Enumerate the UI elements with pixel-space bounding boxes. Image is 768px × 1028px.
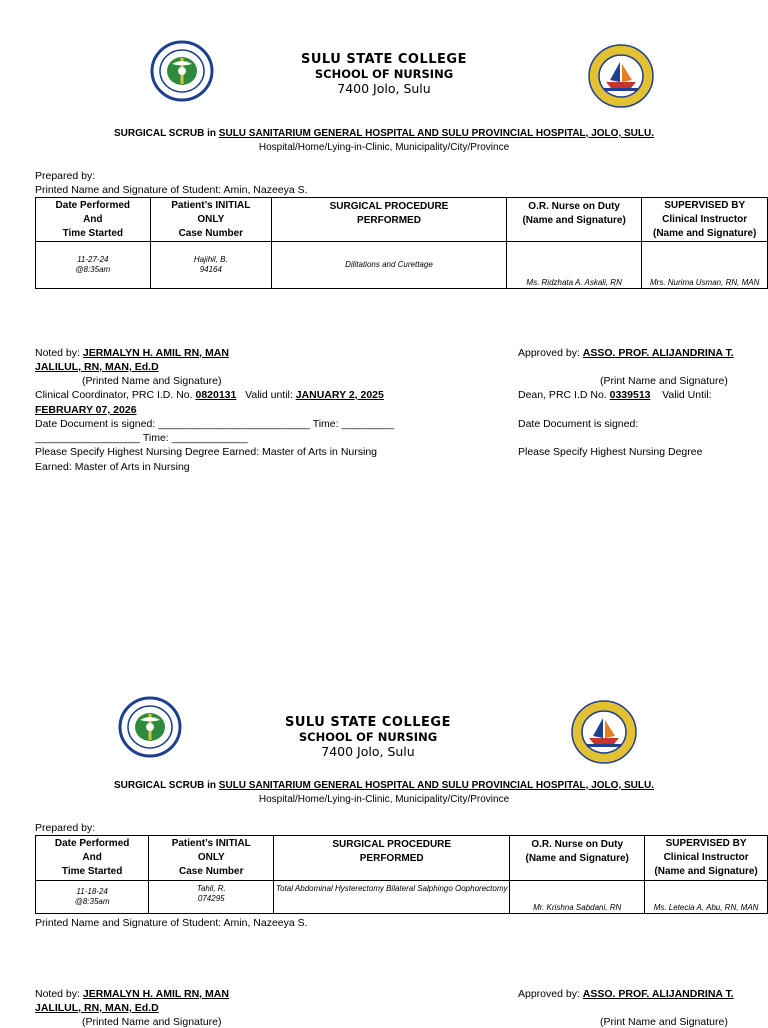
scrub-prefix: SURGICAL SCRUB in: [113, 128, 219, 139]
scrub-record-table: [35, 197, 768, 289]
cell-date: 11-18-24 @8:35am: [36, 881, 149, 914]
coord-prc: 0820131: [195, 389, 237, 401]
printed-sig-label: (Printed Name and Signature): [82, 1016, 222, 1028]
scrub-place: SULU SANITARIUM GENERAL HOSPITAL AND SULU PROVINCIAL HOSPITAL, JOLO, SULU.: [218, 128, 655, 139]
approved-by-line: Approved by: ASSO. PROF. ALIJANDRINA T.: [518, 347, 734, 359]
col-date: Date Performed And Time Started: [36, 198, 151, 242]
department-name: SCHOOL OF NURSING: [298, 730, 438, 744]
prepared-by-label: Prepared by:: [35, 822, 96, 834]
col-procedure: SURGICAL PROCEDURE PERFORMED: [274, 836, 510, 881]
noted-by-line: Noted by: JERMALYN H. AMIL RN, MAN: [35, 347, 229, 359]
coordinator-line: Clinical Coordinator, PRC I.D. No. 0820131 Valid until: JANUARY 2, 2025: [35, 389, 384, 401]
school-name: SULU STATE COLLEGE: [301, 52, 467, 67]
cell-supervisor: Mrs. Nurima Usman, RN, MAN: [642, 242, 768, 289]
student-name: Printed Name and Signature of Student: Amin, Nazeeya S.: [35, 917, 308, 929]
coord-valid-cont: FEBRUARY 07, 2026: [35, 404, 137, 416]
prepared-by-label: Prepared by:: [35, 170, 96, 182]
table-header-row: [36, 836, 768, 881]
col-patient: Patient’s INITIAL ONLY Case Number: [149, 836, 274, 881]
dean-line: Dean, PRC I.D No. 0339513 Valid Until:: [518, 389, 712, 401]
school-name: SULU STATE COLLEGE: [285, 715, 451, 730]
table-row: [36, 881, 768, 914]
surgical-scrub-line: SURGICAL SCRUB in SULU SANITARIUM GENERAL HOSPITAL AND SULU PROVINCIAL HOSPITAL, JOLO, SULU.: [113, 780, 655, 791]
date-signed-left: Date Document is signed: __________________________ Time: _________: [35, 418, 395, 430]
degree-right: Please Specify Highest Nursing Degree: [518, 446, 703, 458]
report-page-1: [0, 0, 768, 480]
col-nurse: O.R. Nurse on Duty (Name and Signature): [506, 198, 641, 242]
col-procedure: SURGICAL PROCEDURE PERFORMED: [272, 198, 507, 242]
cell-nurse: Mr. Krishna Sabdani, RN: [510, 881, 645, 914]
noted-by-name: JERMALYN H. AMIL RN, MAN: [82, 347, 229, 359]
noted-by-name-cont: JALILUL, RN, MAN, Ed.D: [35, 1002, 159, 1014]
date-signed-left-cont: __________________ Time: _____________: [35, 432, 248, 444]
col-supervised: SUPERVISED BY Clinical Instructor (Name and Signature): [642, 198, 768, 242]
cell-date: 11-27-24 @8:35am: [36, 242, 151, 289]
school-address: 7400 Jolo, Sulu: [321, 744, 415, 759]
cell-procedure: Dilitations and Curettage: [272, 242, 507, 289]
print-sig-label: (Print Name and Signature): [600, 1016, 728, 1028]
cell-nurse: Ms. Ridzhata A. Askali, RN: [506, 242, 641, 289]
col-patient: Patient’s INITIAL ONLY Case Number: [150, 198, 271, 242]
col-date: Date Performed And Time Started: [36, 836, 149, 881]
approved-by-line: Approved by: ASSO. PROF. ALIJANDRINA T.: [518, 988, 734, 1000]
col-nurse: O.R. Nurse on Duty (Name and Signature): [510, 836, 645, 881]
surgical-scrub-line: [0, 128, 768, 139]
date-signed-right: Date Document is signed:: [518, 418, 639, 430]
hospital-type: Hospital/Home/Lying-in-Clinic, Municipality/City/Province: [258, 142, 510, 153]
school-of-nursing-seal-icon: [118, 696, 182, 762]
cell-patient: Tahil, R. 074295: [149, 881, 274, 914]
school-address: 7400 Jolo, Sulu: [337, 81, 431, 96]
cell-procedure: Total Abdominal Hysterectomy Bilateral Salphingo Oophorectomy: [274, 881, 510, 914]
print-sig-label: (Print Name and Signature): [600, 375, 728, 387]
student-name: Printed Name and Signature of Student: Amin, Nazeeya S.: [35, 184, 308, 196]
printed-sig-label: (Printed Name and Signature): [82, 375, 222, 387]
hospital-type: Hospital/Home/Lying-in-Clinic, Municipality/City/Province: [258, 794, 510, 805]
noted-by-line: Noted by: JERMALYN H. AMIL RN, MAN: [35, 988, 229, 1000]
department-name: SCHOOL OF NURSING: [314, 67, 454, 81]
dean-prc: 0339513: [609, 389, 651, 401]
approved-by-name: ASSO. PROF. ALIJANDRINA T.: [582, 347, 734, 359]
table-row: [36, 242, 768, 289]
cell-supervisor: Ms. Letecia A. Abu, RN, MAN: [645, 881, 768, 914]
scrub-record-table: [35, 835, 768, 914]
table-header-row: [36, 198, 768, 242]
sulu-state-college-seal-icon: [571, 700, 637, 768]
cell-patient: Hajihil, B. 94164: [150, 242, 271, 289]
noted-by-name-cont: JALILUL, RN, MAN, Ed.D: [35, 361, 159, 373]
degree-left: Please Specify Highest Nursing Degree Earned: Master of Arts in Nursing: [35, 446, 377, 458]
col-supervised: SUPERVISED BY Clinical Instructor (Name and Signature): [645, 836, 768, 881]
coord-valid: JANUARY 2, 2025: [295, 389, 384, 401]
degree-left-cont: Earned: Master of Arts in Nursing: [35, 461, 190, 473]
